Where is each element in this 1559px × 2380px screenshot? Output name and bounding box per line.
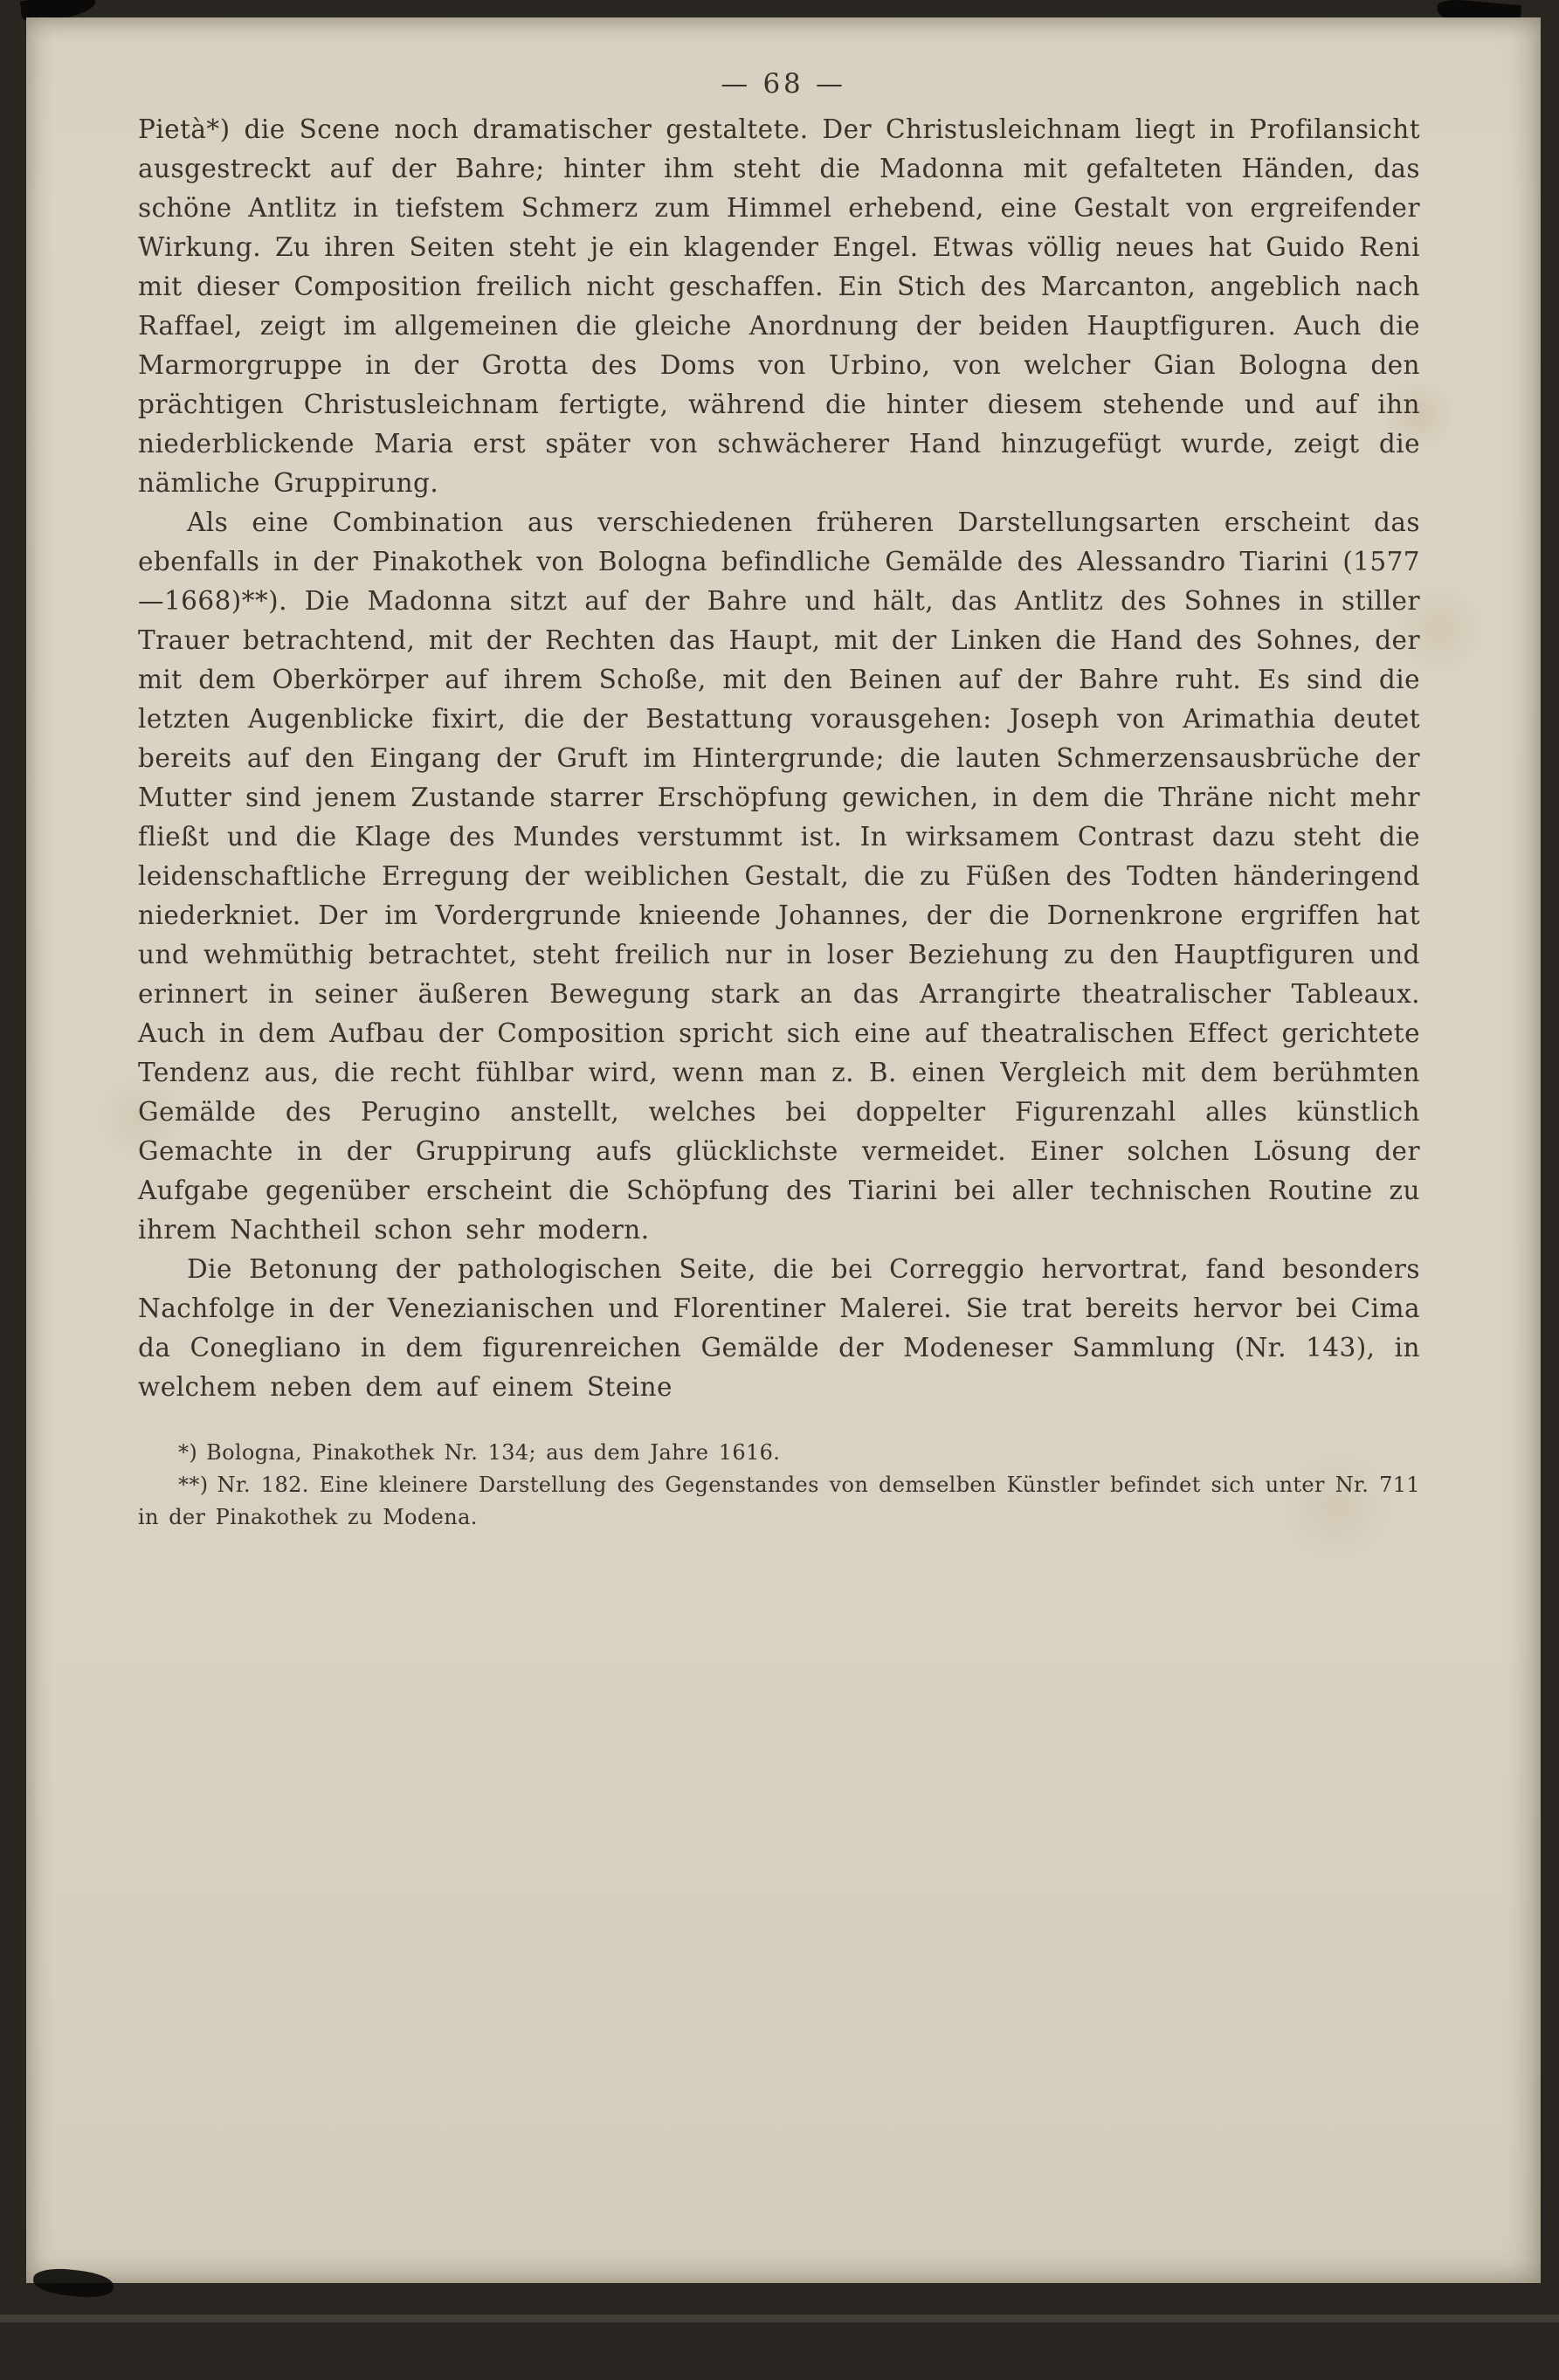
footnote-1-marker: *) — [178, 1440, 198, 1465]
footnotes-section — [138, 1433, 1420, 1534]
book-page — [26, 17, 1541, 2283]
footnote-2-text: Nr. 182. Eine kleinere Darstellung des Gegenstandes von demselben Künstler befindet sich unter Nr. 711 in der Pinakothek zu Modena. — [138, 1473, 1420, 1529]
footnote-1 — [138, 1437, 1420, 1469]
paragraph-3: Die Betonung der pathologischen Seite, die bei Correggio hervortrat, fand besonders Nachfolge in der Venezianischen und Florentiner Malerei. Sie trat bereits hervor bei Cima da Conegliano in dem figurenreichen Gemälde der Modeneser Sammlung (Nr. 143), in welchem neben dem auf einem Steine — [138, 1254, 1420, 1402]
footnote-2-marker: **) — [178, 1473, 209, 1497]
paragraph-2: Als eine Combination aus verschiedenen früheren Darstellungsarten erscheint das ebenfalls in der Pinakothek von Bologna befindliche Gemälde des Alessandro Tiarini (1577—1668)**). Die Madonna sitzt auf der Bahre und hält, das Antlitz des Sohnes in stiller Trauer betrachtend, mit der Rechten das Haupt, mit der Linken die Hand des Sohnes, der mit dem Oberkörper auf ihrem Schoße, mit den Beinen auf der Bahre ruht. Es sind die letzten Augenblicke fixirt, die der Bestattung vorausgehen: Joseph von Arimathia deutet bereits auf den Eingang der Gruft im Hintergrunde; die lauten Schmerzensausbrüche der Mutter sind jenem Zustande starrer Erschöpfung gewichen, in dem die Thräne nicht mehr fließt und die Klage des Mundes verstummt ist. In wirksamem Contrast dazu steht die leidenschaftliche Erregung der weiblichen Gestalt, die zu Füßen des Todten händeringend niederkniet. Der im Vordergrunde knieende Johannes, der die Dornenkrone ergriffen hat und wehmüthig betrachtet, steht freilich nur in loser Beziehung zu den Hauptfiguren und erinnert in seiner äußeren Bewegung stark an das Arrangirte theatralischer Tableaux. Auch in dem Aufbau der Composition spricht sich eine auf theatralischen Effect gerichtete Tendenz aus, die recht fühlbar wird, wenn man z. B. einen Vergleich mit dem berühmten Gemälde des Perugino anstellt, welches bei doppelter Figurenzahl alles künstlich Gemachte in der Gruppirung aufs glücklichste vermeidet. Einer solchen Lösung der Aufgabe gegenüber erscheint die Schöpfung des Tiarini bei aller technischen Routine zu ihrem Nachtheil schon sehr modern. — [138, 507, 1420, 1245]
body-text — [138, 110, 1420, 1534]
paragraph-1: Pietà*) die Scene noch dramatischer gestaltete. Der Christusleichnam liegt in Profilansicht ausgestreckt auf der Bahre; hinter ihm steht die Madonna mit gefalteten Händen, das schöne Antlitz in tiefstem Schmerz zum Himmel erhebend, eine Gestalt von ergreifender Wirkung. Zu ihren Seiten steht je ein klagender Engel. Etwas völlig neues hat Guido Reni mit dieser Composition freilich nicht geschaffen. Ein Stich des Marcanton, angeblich nach Raffael, zeigt im allgemeinen die gleiche Anordnung der beiden Hauptfiguren. Auch die Marmorgruppe in der Grotta des Doms von Urbino, von welcher Gian Bologna den prächtigen Christusleichnam fertigte, während die hinter diesem stehende und auf ihn niederblickende Maria erst später von schwächerer Hand hinzugefügt wurde, zeigt die nämliche Gruppirung. — [138, 114, 1420, 498]
page-header — [26, 68, 1541, 100]
scan-edge-strip — [0, 2314, 1559, 2322]
footnote-1-text: Bologna, Pinakothek Nr. 134; aus dem Jahre 1616. — [206, 1440, 781, 1465]
page-number: — 68 — — [721, 68, 846, 100]
footnote-2 — [138, 1469, 1420, 1534]
